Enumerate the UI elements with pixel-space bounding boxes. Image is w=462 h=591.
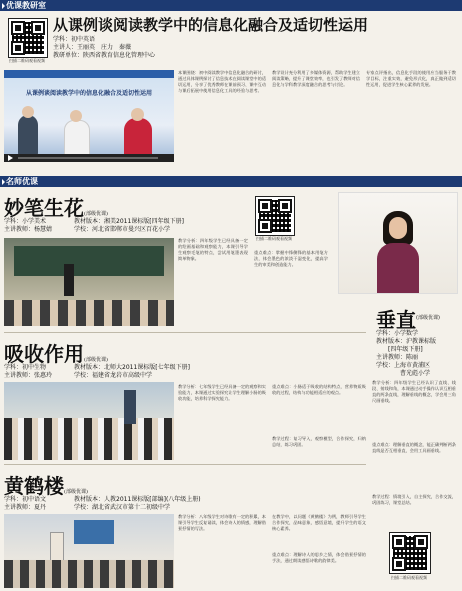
lesson-subject: 学科：初中生物 xyxy=(4,364,47,371)
presenter-right-head xyxy=(131,108,144,121)
divider xyxy=(4,332,366,333)
qr-code[interactable] xyxy=(8,18,48,58)
section-arrow-icon xyxy=(2,3,5,9)
side-title xyxy=(376,304,416,333)
lesson-name: 黄鹤楼 xyxy=(4,474,64,498)
section-arrow-icon xyxy=(2,179,5,185)
side-tag: (部级优课) xyxy=(416,315,440,321)
lesson-col-1: 教学分析：八年级学生对诗歌有一定的积累，本课引导学生反复诵读，体会诗人的情感，理解借景抒情的写法。 xyxy=(178,514,266,531)
section-bar-mid xyxy=(0,176,462,187)
side-body-3: 教学过程：情境引入，自主探究，合作交流，巩固练习，课堂总结。 xyxy=(372,494,456,505)
lesson-col-1: 教学分析：四年级学生已经具备一定的绘画基础和观察能力，本课引导学生观察毛笔的特点，尝试用笔墨表现简单物象。 xyxy=(178,238,248,261)
article-meta-unit: 教研单位：陕西省教育信息化管理中心 xyxy=(53,52,156,59)
students xyxy=(4,560,174,588)
lesson-name: 妙笔生花 xyxy=(4,196,84,220)
side-line-2: 教材版本：沪教课标版 xyxy=(376,338,437,345)
divider xyxy=(4,464,366,465)
presenter-right xyxy=(124,118,152,156)
side-photo[interactable] xyxy=(338,192,458,294)
side-body-2: 重点难点：理解垂直的概念，能正确判断两条直线是否互相垂直，会用工具画垂线。 xyxy=(372,442,456,453)
play-icon[interactable] xyxy=(8,155,13,161)
qr-caption: 扫描二维码观看视频 xyxy=(9,58,45,63)
lesson-name: 吸收作用 xyxy=(4,342,84,366)
side-name: 垂直 xyxy=(376,308,416,332)
progress-bar[interactable] xyxy=(18,157,158,159)
lesson-col-3: 教学过程：复习导入，观察模型，合作探究，归纳总结，练习巩固。 xyxy=(272,436,366,447)
teacher-figure xyxy=(64,264,74,296)
lesson-col-2: 重点难点：小肠适于吸收的结构特点，营养物质吸收的过程，结构与功能相适应的观点。 xyxy=(272,384,366,395)
teacher-body xyxy=(377,243,419,293)
lesson-col-2: 重点难点：掌握中锋侧锋的基本用笔方法，体会墨色的浓淡干湿变化，提高学生的审美和创造能力。 xyxy=(254,250,328,267)
article-col-1: 本课围绕：初中阅读教学中信息化融合的研讨，通过具体课例探讨了信息技术在阅读课堂中的适切运用，分享了优秀教师在课前预习、课中互动与课后拓展中使用信息化工具的经验与思考。 xyxy=(178,70,266,93)
blackboard xyxy=(14,246,164,276)
lesson-textbook: 教材版本：人教2011课标版[部编](八年级上册) xyxy=(74,496,201,503)
lesson-textbook: 教材版本：北师大2011课标版[七年级下册] xyxy=(74,364,190,371)
article-meta-subject: 学科：初中英语 xyxy=(53,36,96,43)
lesson-tag: (部级优课) xyxy=(64,489,88,495)
lesson-school: 学校：河北省邯郸市曼兴区百花小学 xyxy=(74,226,171,233)
teacher-face xyxy=(389,217,407,239)
qr-caption: 扫描二维码观看视频 xyxy=(256,236,292,241)
side-body-1: 教学分析：四年级学生已经认识了直线、线段、射线和角，本课通过动手操作认识互相垂直的两条直线，理解垂线的概念，学会用三角尺画垂线。 xyxy=(372,380,456,403)
side-line-5: 学校：上海市黄浦区 xyxy=(376,362,431,369)
qr-caption: 扫描二维码观看视频 xyxy=(391,575,427,580)
lesson-col-3: 重点难点：理解诗人的思乡之情，体会借景抒情的手法，通过朗读感悟诗歌的韵律美。 xyxy=(272,552,366,563)
side-line-3: [四年级下册] xyxy=(388,346,423,353)
lesson-title xyxy=(4,338,108,367)
lesson-teacher: 主讲教师：张惠玲 xyxy=(4,372,53,379)
presenter-left-head xyxy=(22,106,34,118)
qr-code[interactable] xyxy=(389,532,431,574)
lesson-teacher: 主讲教师：杨慧婧 xyxy=(4,226,53,233)
teacher-figure xyxy=(124,390,136,424)
lesson-col-1: 教学分析：七年级学生已经具备一定的观察和实验能力，本课通过实验探究让学生理解小肠的吸收功能，培养科学探究能力。 xyxy=(178,384,266,401)
lesson-col-2: 在教学中，以问题《黄鹤楼》为例，教师引导学生合作探究，品味意象，感悟意境，提升学生的语文核心素养。 xyxy=(272,514,366,531)
lesson-subject: 学科：初中语文 xyxy=(4,496,47,503)
presenter-left xyxy=(18,115,38,155)
lesson-photo[interactable] xyxy=(4,238,174,326)
presenter-mid-head xyxy=(70,110,82,122)
lesson-teacher: 主讲教师：夏丹 xyxy=(4,504,47,511)
side-line-1: 学科：小学数学 xyxy=(376,330,419,337)
lesson-title xyxy=(4,470,88,499)
video-screenshot[interactable] xyxy=(4,70,174,162)
screen-title: 从课例谈阅读教学中的信息化融合及适切性运用 xyxy=(25,90,152,97)
lesson-subject: 学科：小学美术 xyxy=(4,218,47,225)
side-line-4: 主讲教师：陈丽 xyxy=(376,354,419,361)
section-label: 优课教研室 xyxy=(6,1,46,10)
lesson-photo[interactable] xyxy=(4,514,174,588)
article-meta-speakers: 主讲人：王丽英 庄力 秦薇 xyxy=(53,44,132,51)
students xyxy=(4,418,174,460)
side-line-6: 曹光彪小学 xyxy=(400,370,431,377)
qr-code[interactable] xyxy=(255,196,295,236)
article-title: 从课例谈阅读教学中的信息化融合及适切性运用 xyxy=(53,16,369,34)
section-label: 名师优课 xyxy=(6,177,38,186)
lesson-photo[interactable] xyxy=(4,382,174,460)
lesson-textbook: 教材版本：湘美2011课标版[四年级下册] xyxy=(74,218,184,225)
lesson-tag: (部级优课) xyxy=(84,211,108,217)
article-col-3: 专家点评指出，信息化手段的使用应当服务于教学目标，注重实效，避免形式化，真正做到适切性运用，促进学生核心素养的发展。 xyxy=(366,70,456,87)
article-col-2: 教学设计充分利用了多媒体资源，帮助学生建立阅读策略，提升了课堂效率，也引发了教师对信息化与学科教学深度融合的思考与讨论。 xyxy=(272,70,360,87)
lesson-tag: (部级优课) xyxy=(84,357,108,363)
lesson-school: 学校：湖北省武汉市第十二初级中学 xyxy=(74,504,171,511)
presenter-mid xyxy=(64,120,90,158)
lesson-school: 学校：福建省龙岩市高级中学 xyxy=(74,372,153,379)
screen xyxy=(74,520,114,544)
section-bar-top xyxy=(0,0,462,11)
lesson-title xyxy=(4,192,108,221)
students xyxy=(4,300,174,326)
